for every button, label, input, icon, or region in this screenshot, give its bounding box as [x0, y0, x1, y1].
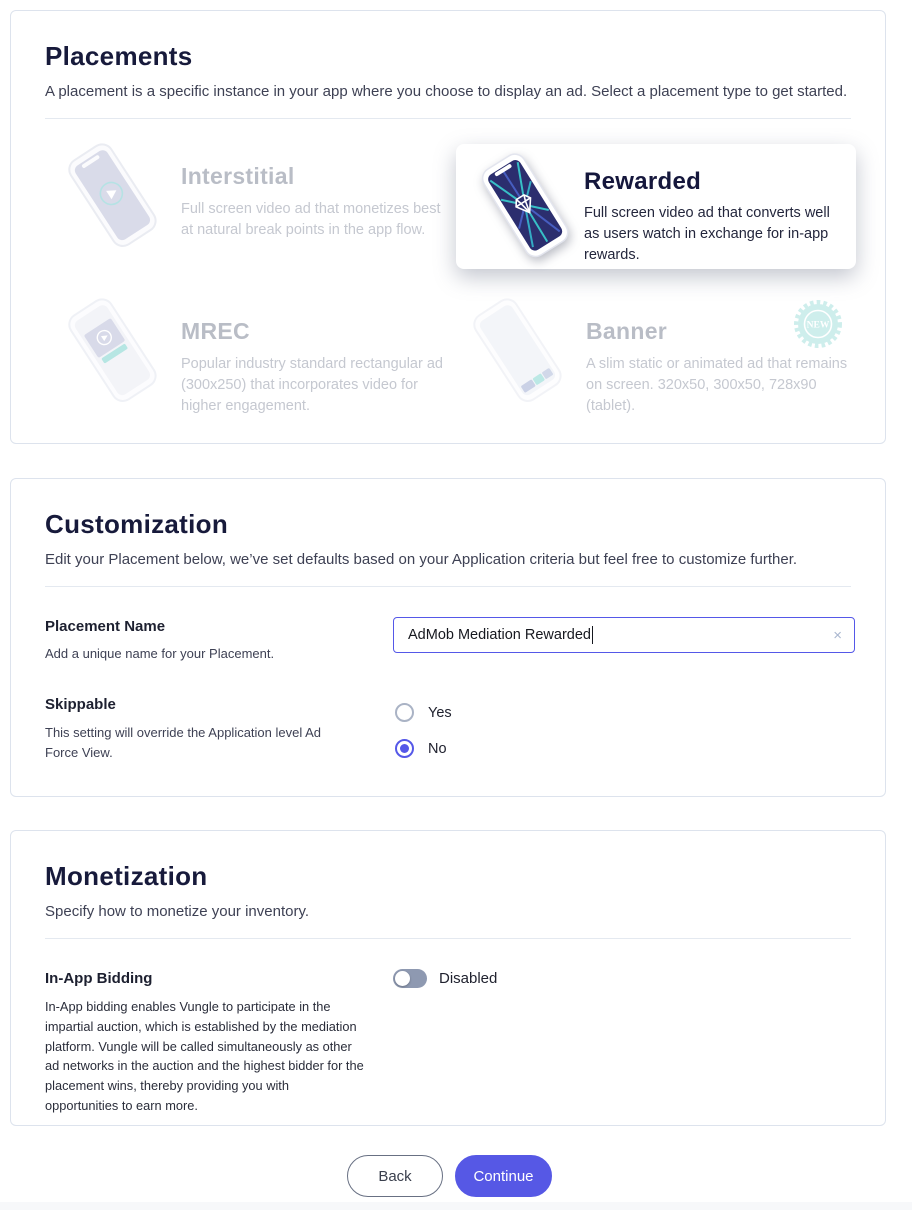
banner-description: A slim static or animated ad that remains on screen. 320x50, 300x50, 728x90 (tablet). — [586, 356, 848, 415]
in-app-bidding-toggle[interactable] — [393, 969, 427, 988]
monetization-header — [11, 831, 885, 920]
svg-text:NEW: NEW — [806, 320, 830, 331]
interstitial-phone-icon — [51, 141, 181, 256]
mrec-phone-icon — [51, 296, 181, 411]
divider — [45, 938, 851, 939]
skippable-help: This setting will override the Application level Ad Force View. — [45, 725, 322, 760]
clear-input-icon[interactable]: × — [833, 626, 842, 644]
in-app-bidding-label: In-App Bidding — [45, 970, 153, 987]
customization-title: Customization — [45, 509, 229, 539]
banner-new-badge — [792, 298, 844, 350]
rewarded-description: Full screen video ad that converts well as users watch in exchange for in-app rewards. — [584, 205, 830, 264]
toggle-knob-icon — [395, 971, 410, 986]
customization-subtitle: Edit your Placement below, we’ve set defaults based on your Application criteria but feel free to customize further. — [45, 551, 798, 568]
monetization-subtitle: Specify how to monetize your inventory. — [45, 903, 310, 920]
rewarded-title: Rewarded — [584, 168, 702, 195]
interstitial-description: Full screen video ad that monetizes best at natural break points in the app flow. — [181, 201, 441, 239]
in-app-bidding-status: Disabled — [439, 970, 498, 987]
monetization-title: Monetization — [45, 861, 208, 891]
placement-option-interstitial[interactable] — [51, 141, 451, 256]
monetization-section — [10, 830, 886, 1126]
radio-no-label: No — [428, 740, 447, 757]
placement-name-label: Placement Name — [45, 618, 166, 635]
interstitial-text — [181, 141, 451, 241]
skippable-radio-yes[interactable] — [395, 703, 452, 722]
rewarded-text — [584, 152, 842, 266]
banner-title: Banner — [586, 318, 668, 344]
mrec-text — [181, 296, 451, 417]
bottom-strip — [0, 1202, 912, 1210]
banner-phone-icon — [456, 296, 586, 411]
placements-header — [11, 11, 885, 100]
placements-section — [10, 10, 886, 444]
placements-title: Placements — [45, 41, 193, 71]
placements-subtitle: A placement is a specific instance in your app where you choose to display an ad. Select a placement type to get started. — [45, 83, 848, 100]
placement-option-mrec[interactable] — [51, 296, 451, 417]
customization-header — [11, 479, 885, 568]
placement-name-input[interactable] — [393, 617, 855, 653]
placement-option-rewarded[interactable] — [456, 144, 856, 269]
in-app-bidding-help: In-App bidding enables Vungle to participate in the impartial auction, which is established by the mediation platform. Vungle will be called simultaneously as other ad networks in the auction and the highest bidder for the placement wins, thereby providing you with opportunities to earn more. — [45, 999, 364, 1114]
placement-name-value: AdMob Mediation Rewarded — [408, 627, 591, 643]
text-caret — [592, 626, 594, 644]
radio-unchecked-icon[interactable] — [395, 703, 414, 722]
rewarded-phone-icon — [466, 152, 584, 264]
customization-section — [10, 478, 886, 797]
divider — [45, 118, 851, 119]
skippable-radio-no[interactable] — [395, 739, 447, 758]
placement-name-help: Add a unique name for your Placement. — [45, 646, 275, 661]
divider — [45, 586, 851, 587]
interstitial-title: Interstitial — [181, 163, 295, 189]
mrec-description: Popular industry standard rectangular ad (300x250) that incorporates video for higher engagement. — [181, 356, 443, 415]
continue-button[interactable]: Continue — [455, 1155, 552, 1197]
mrec-title: MREC — [181, 318, 250, 344]
radio-yes-label: Yes — [428, 704, 452, 721]
radio-checked-icon[interactable] — [395, 739, 414, 758]
back-button[interactable]: Back — [347, 1155, 443, 1197]
skippable-label: Skippable — [45, 696, 116, 713]
